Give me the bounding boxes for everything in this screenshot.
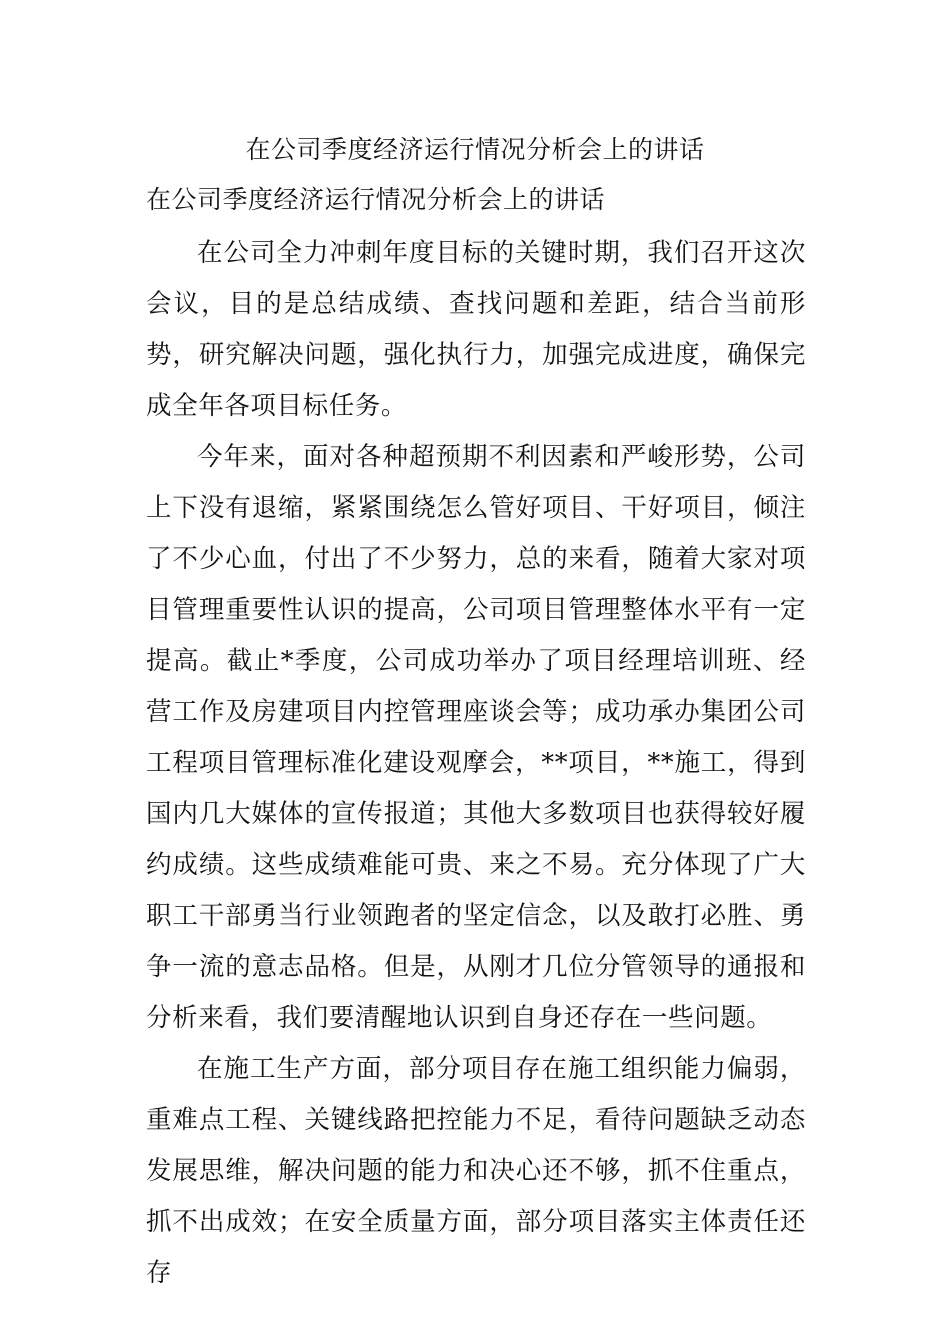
document-subtitle: 在公司季度经济运行情况分析会上的讲话: [146, 185, 606, 214]
document-title: 在公司季度经济运行情况分析会上的讲话: [245, 135, 705, 164]
paragraph-achievements: 今年来，面对各种超预期不利因素和严峻形势，公司上下没有退缩，紧紧围绕怎么管好项目、干好项目，倾注了不少心血，付出了不少努力，总的来看，随着大家对项目管理重要性认识的提高，公司项目管理整体水平有一定提高。截止*季度，公司成功举办了项目经理培训班、经营工作及房建项目内控管理座谈会等；成功承办集团公司工程项目管理标准化建设观摩会，**项目，**施工，得到国内几大媒体的宣传报道；其他大多数项目也获得较好履约成绩。这些成绩难能可贵、来之不易。充分体现了广大职工干部勇当行业领跑者的坚定信念，以及敢打必胜、勇争一流的意志品格。但是，从刚才几位分管领导的通报和分析来看，我们要清醒地认识到自身还存在一些问题。: [146, 442, 806, 1033]
document-body: [146, 228, 806, 1299]
paragraph-problems: 在施工生产方面，部分项目存在施工组织能力偏弱，重难点工程、关键线路把控能力不足，看待问题缺乏动态发展思维，解决问题的能力和决心还不够，抓不住重点，抓不出成效；在安全质量方面，部分项目落实主体责任还存: [146, 1054, 806, 1288]
paragraph-opening: 在公司全力冲刺年度目标的关键时期，我们召开这次会议，目的是总结成绩、查找问题和差距，结合当前形势，研究解决问题，强化执行力，加强完成进度，确保完成全年各项目标任务。: [146, 238, 806, 421]
